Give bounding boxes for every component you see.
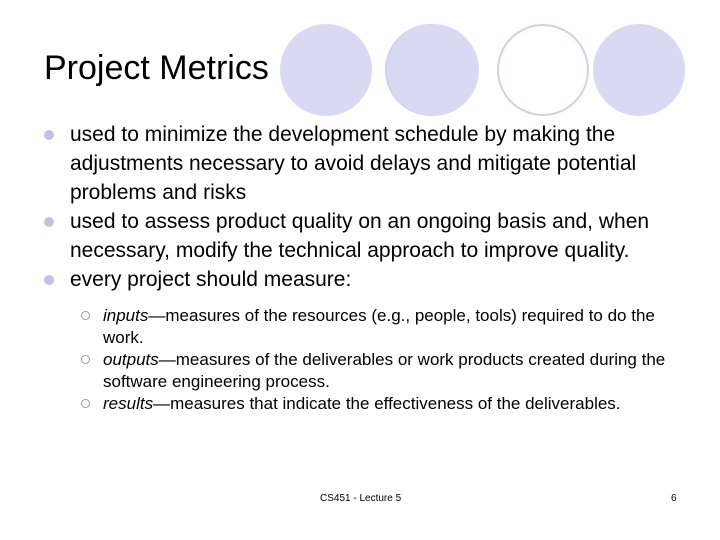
slide-title: Project Metrics	[44, 49, 269, 87]
bullet-dot-icon	[44, 275, 54, 285]
sub-bullet-text: —measures of the resources (e.g., people, tools) required to do the work.	[103, 306, 655, 347]
sub-bullet-term: results	[103, 394, 154, 413]
bullet-item	[70, 207, 670, 265]
sub-bullet-item	[103, 305, 678, 349]
sub-bullet-ring-icon	[81, 355, 90, 364]
sub-bullet-list	[0, 305, 720, 415]
decor-circle-1	[280, 24, 372, 116]
decor-circle-4	[497, 24, 589, 116]
decor-circle-3	[387, 24, 479, 116]
bullet-item	[70, 120, 670, 207]
bullet-text: used to minimize the development schedule by making the adjustments necessary to avoid delays and mitigate potential problems and risks	[70, 123, 637, 204]
footer-lecture-label: CS451 - Lecture 5	[320, 493, 402, 504]
bullet-text: used to assess product quality on an ongoing basis and, when necessary, modify the technical approach to improve quality.	[70, 210, 650, 262]
sub-bullet-item	[103, 349, 678, 393]
bullet-dot-icon	[44, 217, 54, 227]
page-number: 6	[671, 493, 677, 504]
sub-bullet-text: —measures of the deliverables or work products created during the software engineering process.	[103, 350, 666, 391]
sub-bullet-term: inputs	[103, 306, 149, 325]
decor-circle-5	[593, 24, 685, 116]
sub-bullet-term: outputs	[103, 350, 159, 369]
sub-bullet-text: —measures that indicate the effectiveness of the deliverables.	[153, 394, 621, 413]
sub-bullet-item	[103, 393, 678, 415]
bullet-dot-icon	[44, 130, 54, 140]
bullet-list	[0, 120, 720, 415]
sub-bullet-ring-icon	[81, 311, 90, 320]
bullet-text: every project should measure:	[70, 268, 352, 291]
bullet-item	[70, 265, 670, 294]
sub-bullet-ring-icon	[81, 399, 90, 408]
